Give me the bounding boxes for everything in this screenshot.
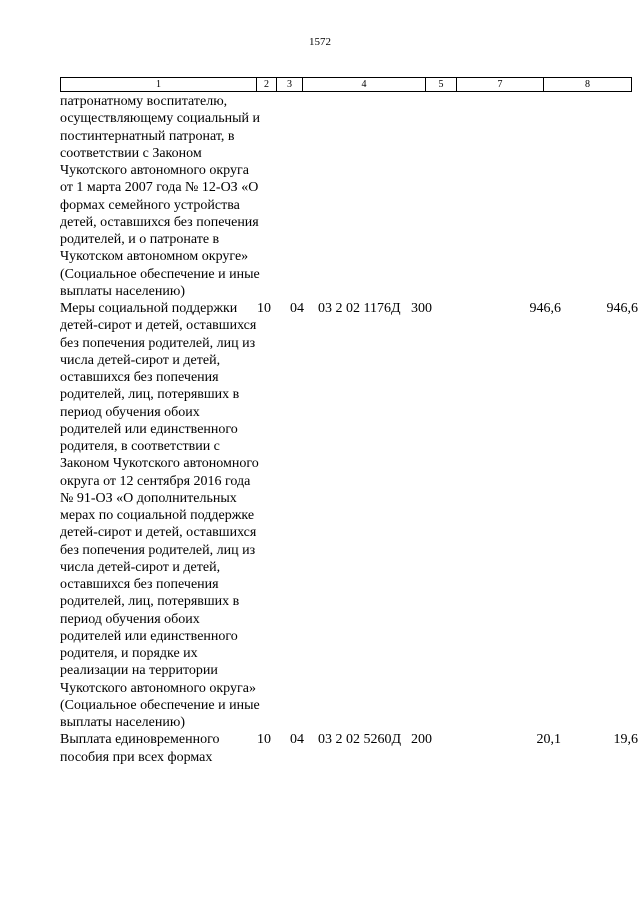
header-col-4: 4 xyxy=(303,78,426,92)
row-sum-col8: 946,6 xyxy=(606,301,638,316)
header-col-8: 8 xyxy=(544,78,632,92)
table-body xyxy=(60,93,640,766)
header-col-1: 1 xyxy=(61,78,257,92)
header-col-3: 3 xyxy=(277,78,303,92)
row-prz: 04 xyxy=(290,732,304,748)
row-csr: 03 2 02 5260Д xyxy=(318,732,402,748)
row-name: Меры социальной поддержки детей-сирот и детей, оставшихся без попечения родителей, лиц из числа детей-сирот и детей, оставшихся без попечения родителей, лиц, потерявших в период обучения обоих родителей или единственного родителя, в соответствии с Законом Чукотского автономного округа от 12 сентября 2016 года № 91-ОЗ «О дополнительных мерах по социальной поддержке детей-сирот и детей, оставшихся без попечения родителей, лиц из числа детей-сирот и детей, оставшихся без попечения родителей, лиц, потерявших в период обучения обоих родителей или единственного родителя, и порядке их реализации на территории Чукотского автономного округа» (Социальное обеспечение и иные выплаты населению) xyxy=(60,301,260,730)
row-vr: 200 xyxy=(411,732,432,748)
header-col-7: 7 xyxy=(457,78,544,92)
table-row xyxy=(60,731,640,766)
row-name: патронатному воспитателю, осуществляющему социальный и постинтернатный патронат, в соответствии с Законом Чукотского автономного округа от 1 марта 2007 года № 12-ОЗ «О формах семейного устройства детей, оставшихся без попечения родителей, и о патронате в Чукотском автономном округе» (Социальное обеспечение и иные выплаты населению) xyxy=(60,94,261,299)
row-sum-col7: 946,6 xyxy=(529,301,561,316)
row-name: Выплата единовременного пособия при всех формах xyxy=(60,732,220,765)
row-csr: 03 2 02 1176Д xyxy=(318,301,401,316)
row-rz: 10 xyxy=(257,301,271,316)
row-sum-col7: 20,1 xyxy=(536,732,561,748)
table-row xyxy=(60,300,640,731)
row-prz: 04 xyxy=(290,301,304,316)
row-rz: 10 xyxy=(257,732,271,748)
row-vr: 300 xyxy=(411,301,432,316)
table-row xyxy=(60,93,640,300)
row-sum-col8: 19,6 xyxy=(613,732,638,748)
header-col-5: 5 xyxy=(426,78,457,92)
header-col-2: 2 xyxy=(257,78,277,92)
page-number: 1572 xyxy=(309,36,331,48)
table-header xyxy=(60,77,632,92)
